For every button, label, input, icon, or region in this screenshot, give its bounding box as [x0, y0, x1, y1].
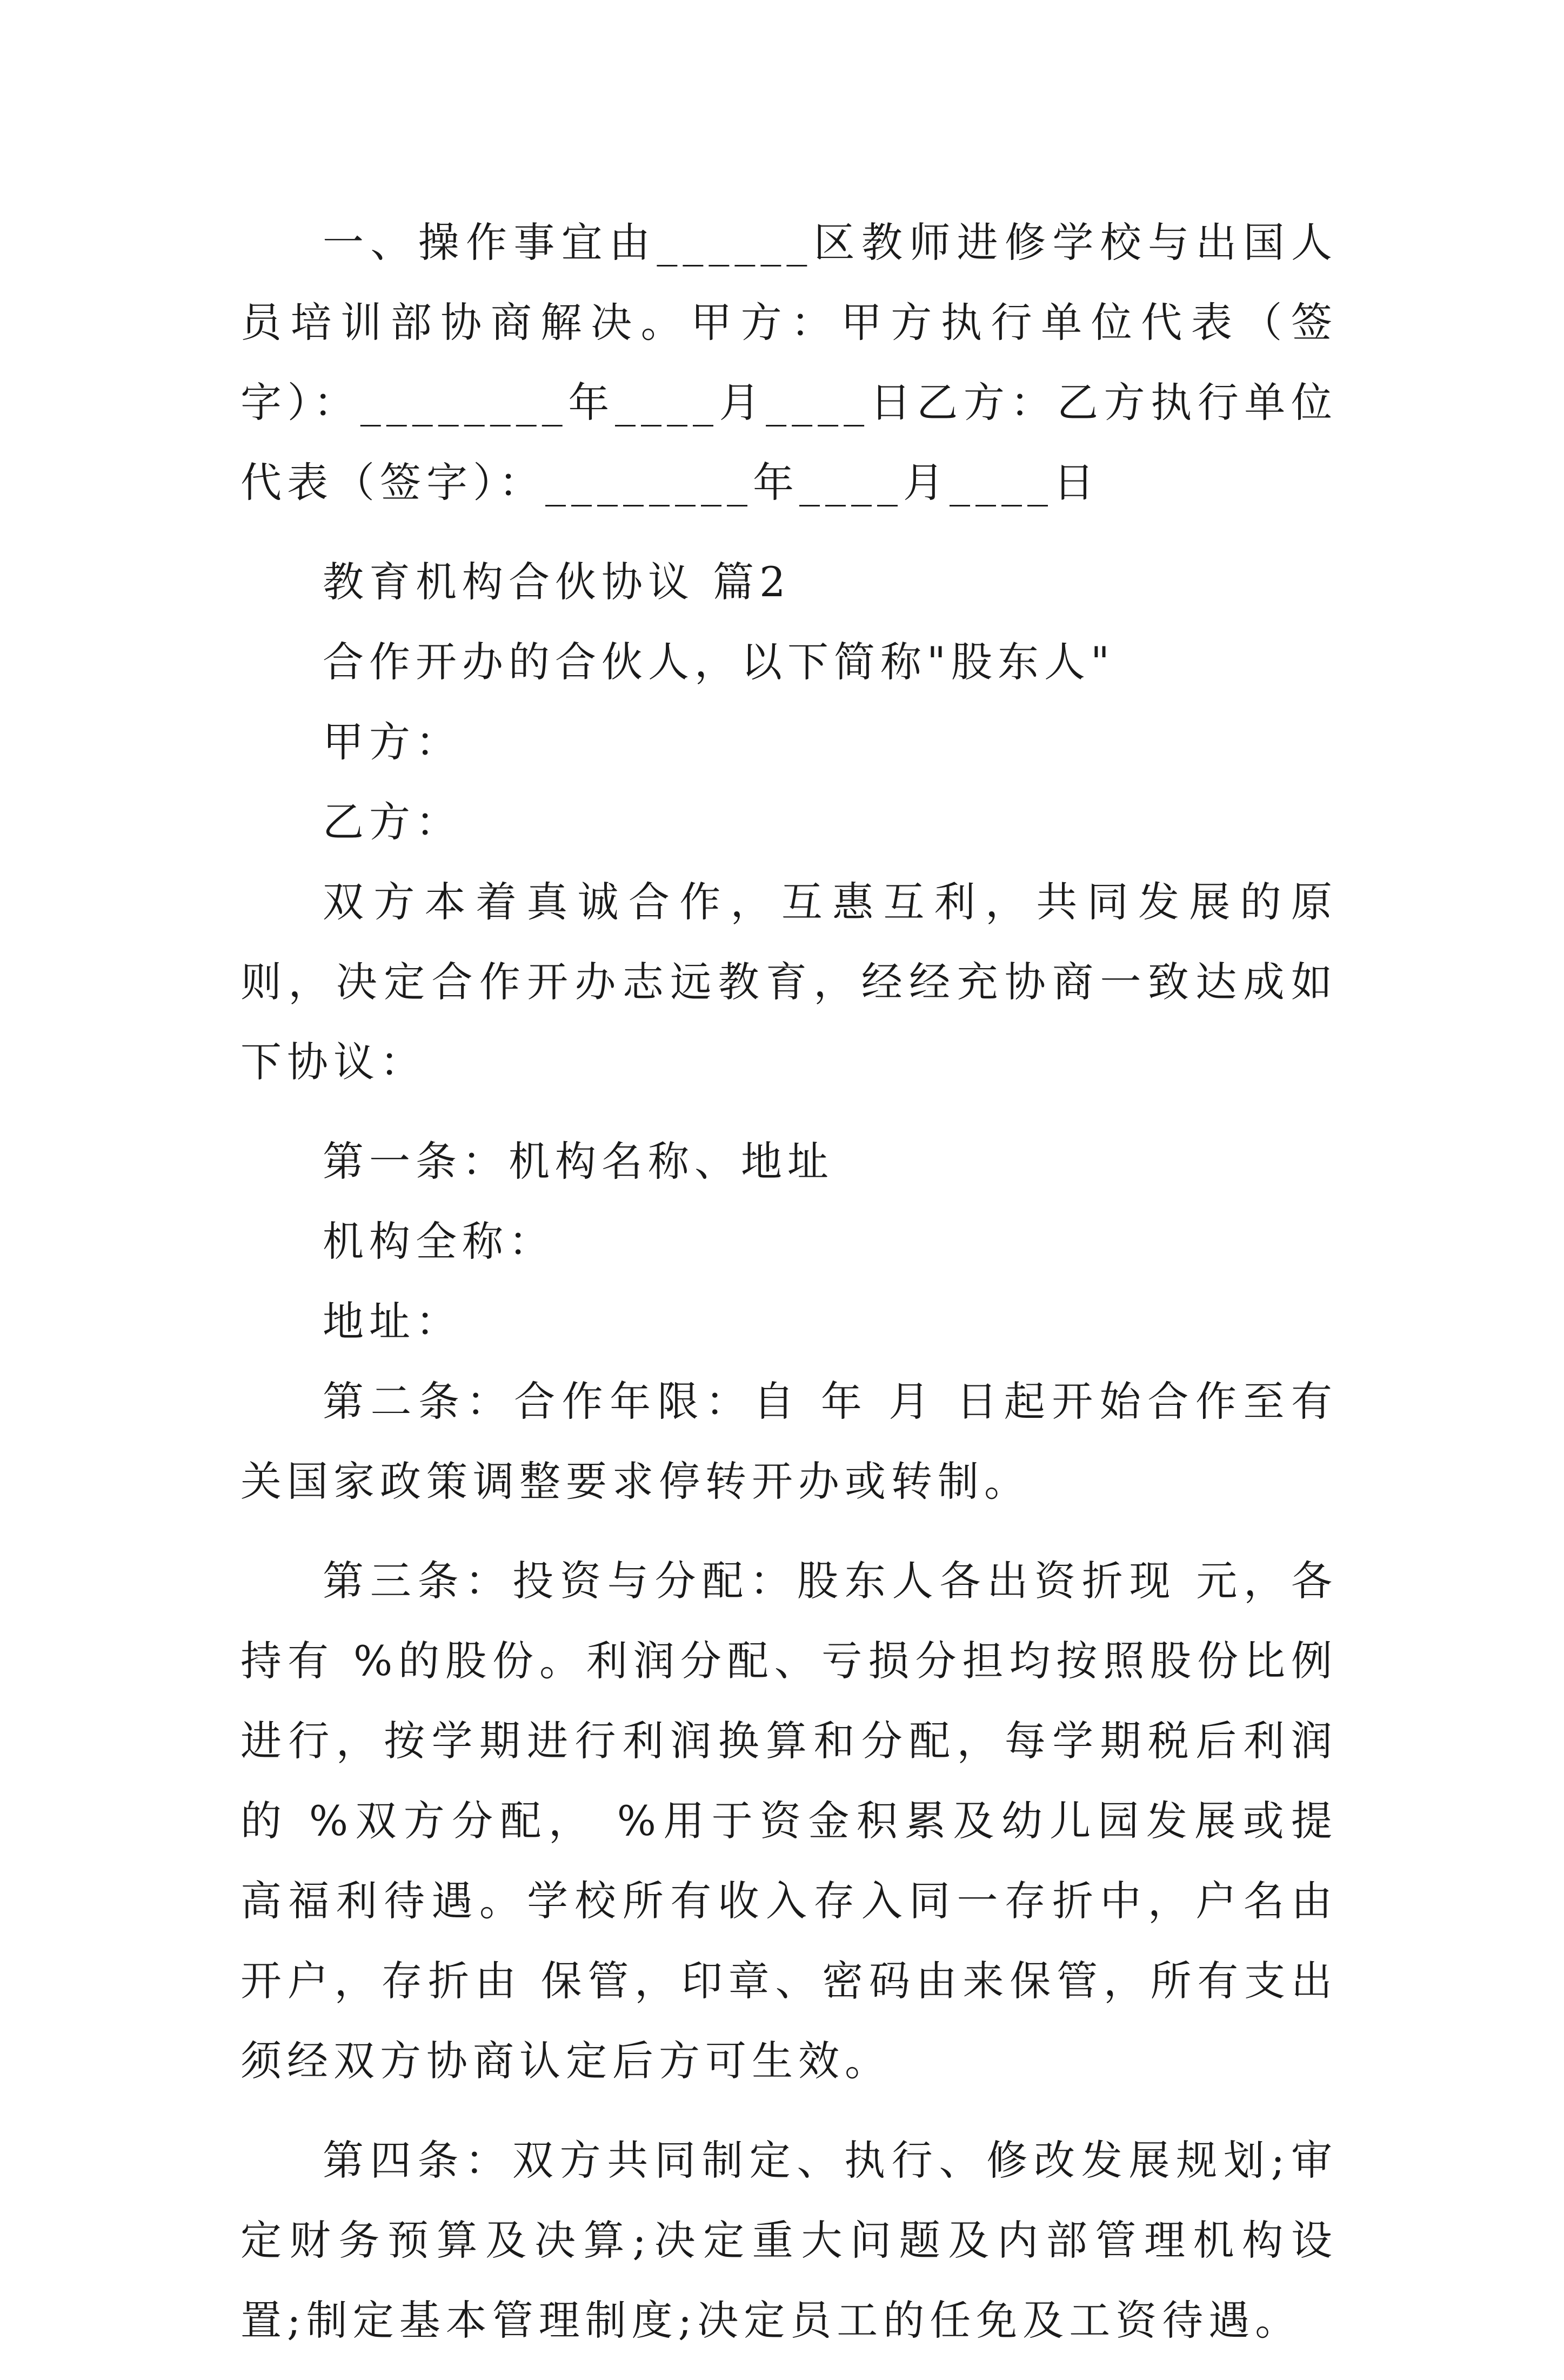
article-2-cooperation-term: 第二条：合作年限：自 年 月 日起开始合作至有关国家政策调整要求停转开办或转制。 [240, 1377, 1338, 1505]
address-label: 地址： [323, 1297, 462, 1345]
document-body [240, 203, 1338, 2380]
article-1-heading: 第一条：机构名称、地址 [323, 1137, 834, 1185]
section-heading-part-2: 教育机构合伙协议 篇2 [323, 558, 791, 606]
paragraph-principles: 双方本着真诚合作，互惠互利，共同发展的原则，决定合作开办志远教育，经经充协商一致达成如下协议： [240, 878, 1338, 1086]
paragraph-partners-intro: 合作开办的合伙人，以下简称"股东人" [323, 638, 1115, 686]
article-4-joint-planning: 第四条：双方共同制定、执行、修改发展规划;审定财务预算及决算;决定重大问题及内部管理机构设置;制定基本管理制度;决定员工的任免及工资待遇。 [240, 2136, 1338, 2344]
article-3-investment-distribution: 第三条：投资与分配：股东人各出资折现 元，各持有 %的股份。利润分配、亏损分担均按照股份比例进行，按学期进行利润换算和分配，每学期税后利润的 %双方分配， %用于资金积累及幼儿园发展或提高福利待遇。学校所有收入存入同一存折中，户名由 开户，存折由 保管，印章、密码由来保管，所有支出须经双方协商认定后方可生效。 [240, 1557, 1338, 2085]
party-b-label: 乙方： [323, 798, 462, 846]
institution-full-name-label: 机构全称： [323, 1217, 555, 1265]
party-a-label: 甲方： [323, 718, 462, 766]
paragraph-operation-matters: 一、操作事宜由______区教师进修学校与出国人员培训部协商解决。甲方：甲方执行单位代表（签字）：________年____月____日乙方：乙方执行单位代表（签字）：________年____月____日 [240, 218, 1338, 506]
